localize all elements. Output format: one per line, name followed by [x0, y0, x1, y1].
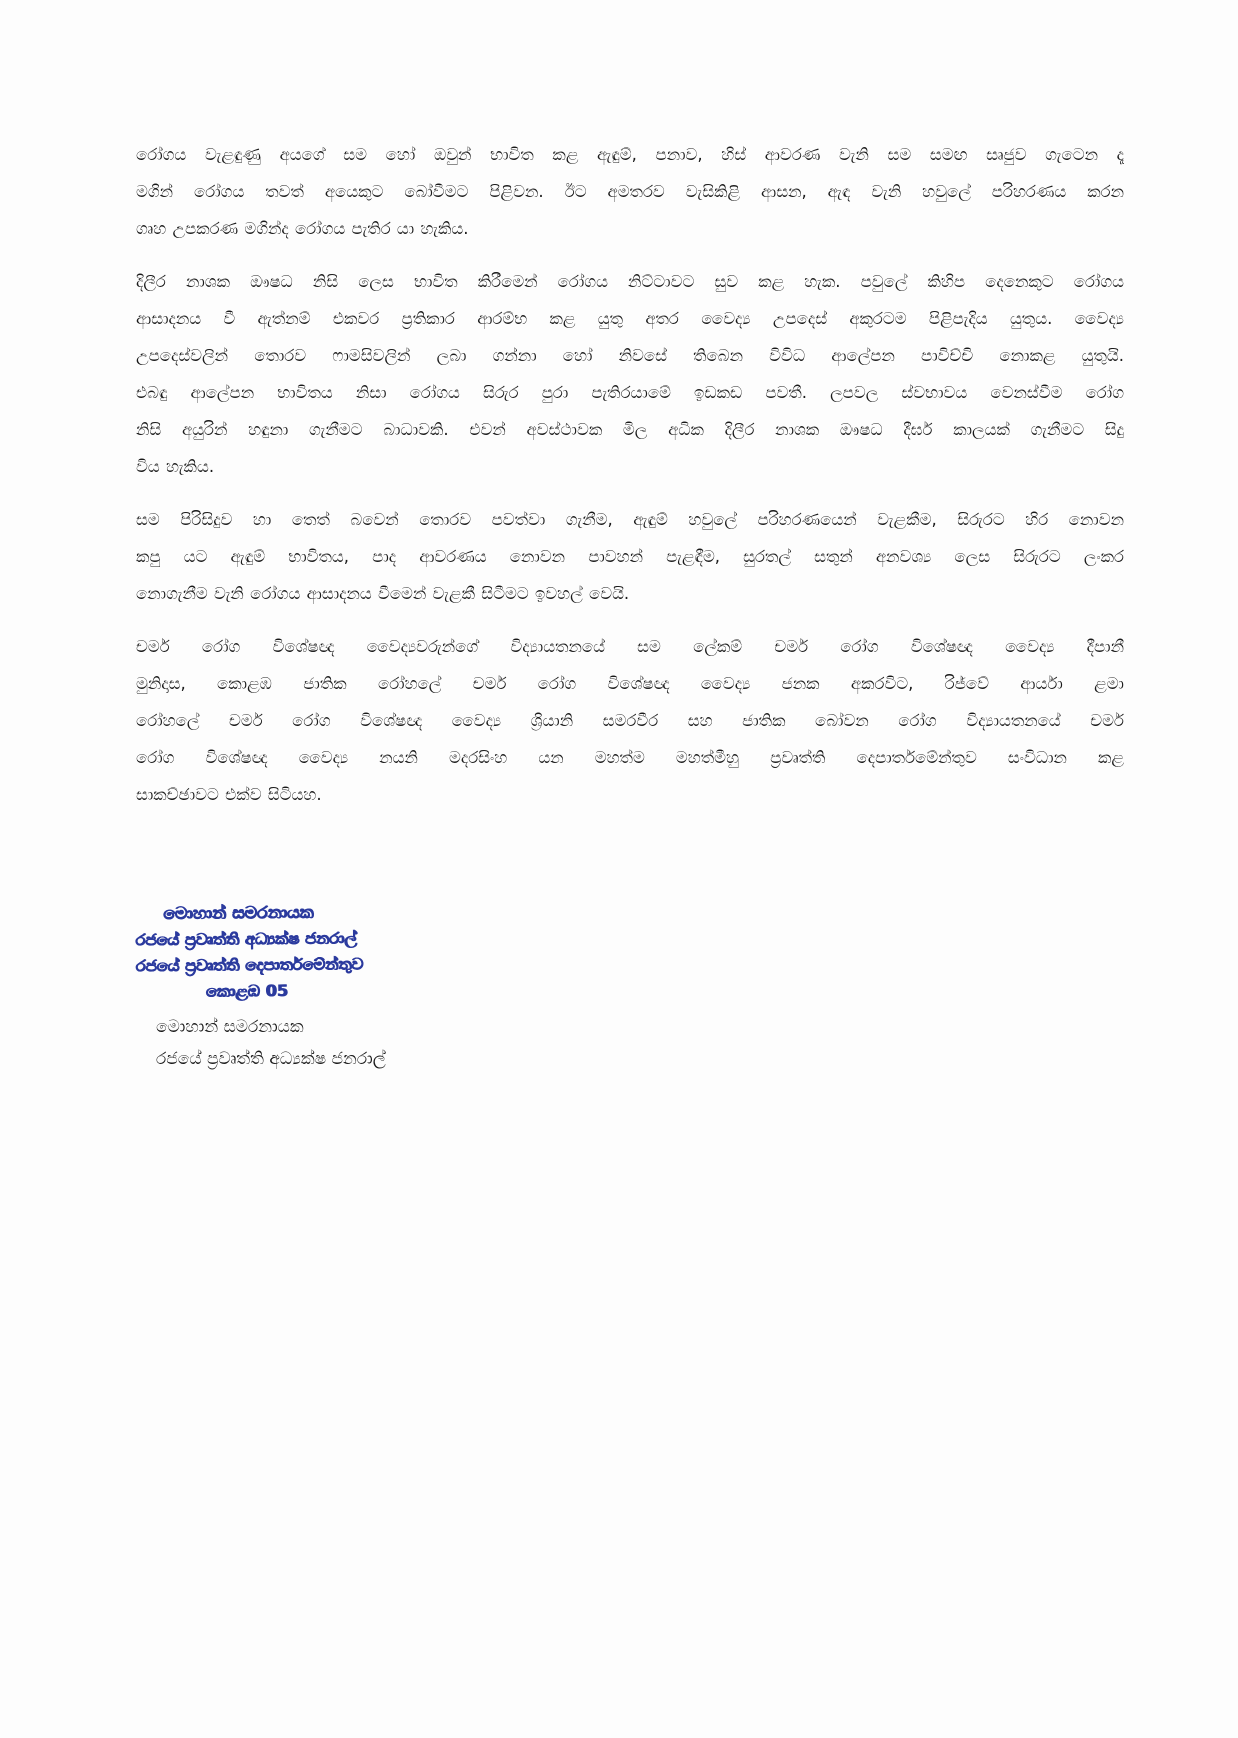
stamp-name: මොහාන් සමරනායක [163, 902, 314, 925]
paragraph-line: මුනිදාස, කොළඹ ජාතික රෝහලේ චර්ම රෝග විශේෂඥ වෛද්‍ය ජනක අකරවිට, රිජ්වේ ආර්යා ළමා [136, 674, 1124, 693]
paragraph-prevention [136, 501, 1124, 612]
paragraph-line: එබඳු ආලේපන භාවිතය නිසා රෝගය සිරුර පුරා පැතිරයාමේ ඉඩකඩ පවතී. ලපවල ස්වභාවය වෙනස්වීම රෝග [136, 383, 1124, 402]
paragraph-line: ගෘහ උපකරණ මගින්ද රෝගය පැතිර යා හැකිය. [136, 219, 469, 238]
paragraph-line: නොගැනීම වැනි රෝගය ආසාදනය වීමෙන් වැළකී සිටීමට ඉවහල් වෙයි. [136, 584, 630, 603]
signatory-title: රජයේ ප්‍රවෘත්ති අධ්‍යක්ෂ ජනරාල් [156, 1049, 386, 1069]
paragraph-participants [136, 628, 1124, 813]
paragraph-line: සම පිරිසිදුව හා තෙත් බවෙන් තොරව පවත්වා ගැනීම, ඇඳුම් හවුලේ පරිහරණයෙන් වැළකීම, සිරුරට හිර නොවන [136, 510, 1124, 529]
paragraph-line: රෝගය වැළඳුණු අයගේ සම හෝ ඔවුන් භාවිත කළ ඇඳුම්, පනාව, හිස් ආවරණ වැනි සම සමඟ සෘජුව ගැටෙන දෑ [136, 145, 1124, 164]
signatory-name: මොහාන් සමරනායක [156, 1017, 304, 1037]
paragraph-line: රෝහලේ චර්ම රෝග විශේෂඥ වෛද්‍ය ශ්‍රියානි සමරවීර සහ ජාතික බෝවන රෝග විද්‍යායතනයේ චර්ම [136, 711, 1124, 730]
paragraph-line: මගින් රෝගය තවත් අයෙකුට බෝවීමට පිළිවන. ඊට අමතරව වැසිකිළි ආසන, ඇඳ වැනි හවුලේ පරිහරණය කරන [136, 182, 1124, 201]
paragraph-line: සාකච්ඡාවට එක්ව සිටියහ. [136, 785, 322, 804]
paragraph-line: නිසි අයුරින් හඳුනා ගැනීමට බාධාවකි. එවන් අවස්ථාවක මිල අධික දිලීර නාශක ඖෂධ දීර්ඝ කාලයක් ගැනීමට සිදු [136, 420, 1124, 439]
paragraph-transmission [136, 136, 1124, 247]
paragraph-line: චර්ම රෝග විශේෂඥ වෛද්‍යවරුන්ගේ විද්‍යායතනයේ සම ලේකම් චර්ම රෝග විශේෂඥ වෛද්‍ය දීපානී [136, 637, 1124, 656]
signature-block [136, 900, 596, 1130]
paragraph-line: දිලීර නාශක ඖෂධ නිසි ලෙස භාවිත කිරීමෙන් රෝගය නිට්ටාවට සුව කළ හැක. පවුලේ කිහිප දෙනෙකුට රෝගය [136, 272, 1124, 291]
stamp-department: රජයේ ප්‍රවෘත්ති දෙපාර්තමේන්තුව [135, 954, 364, 976]
stamp-title: රජයේ ප්‍රවෘත්ති අධ්‍යක්ෂ ජනරාල් [135, 928, 358, 950]
paragraph-line: ආසාදනය වී ඇත්නම් එකවර ප්‍රතිකාර ආරම්භ කළ යුතු අතර වෛද්‍ය උපදෙස් අකුරටම පිළිපැදිය යුතුය. වෛද්‍ය [136, 309, 1124, 328]
paragraph-line: උපදෙස්වලින් තොරව ෆාමසිවලින් ලබා ගන්නා හෝ නිවසේ තිබෙන විවිධ ආලේපන පාවිච්චි නොකළ යුතුයි. [136, 346, 1124, 365]
paragraph-line: විය හැකිය. [136, 457, 215, 476]
paragraph-line: රෝග විශේෂඥ වෛද්‍ය නයනි මදරසිංහ යන මහත්ම මහත්මීහු ප්‍රවෘත්ති දෙපාර්තමේන්තුව සංවිධාන කළ [136, 748, 1124, 767]
paragraph-line: කපු යට ඇඳුම් භාවිතය, පාද ආවරණය නොවන පාවහන් පැළඳීම, සුරතල් සතුන් අනවශ්‍ය ලෙස සිරුරට ලංකර [136, 547, 1124, 566]
paragraph-treatment [136, 263, 1124, 485]
stamp-location: කොළඹ 05 [206, 981, 289, 1001]
document-body [136, 136, 1124, 829]
